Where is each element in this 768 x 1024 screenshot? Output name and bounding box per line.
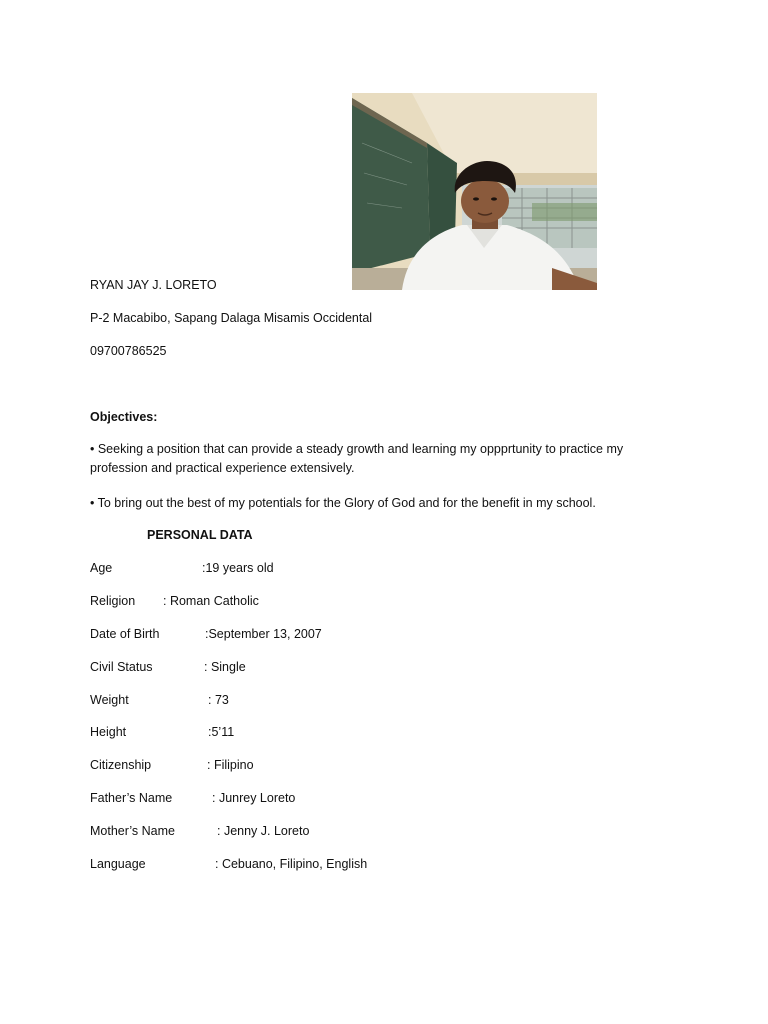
pd-label-height: Height	[90, 725, 127, 739]
objective-item: • To bring out the best of my potentials for the Glory of God and for the benefit in my school.	[90, 496, 596, 510]
pd-label-language: Language	[90, 857, 146, 871]
pd-value-mothers-name: : Jenny J. Loreto	[217, 824, 310, 838]
applicant-address: P-2 Macabibo, Sapang Dalaga Misamis Occidental	[90, 311, 373, 325]
pd-value-age: :19 years old	[202, 561, 274, 575]
pd-value-fathers-name: : Junrey Loreto	[212, 791, 296, 805]
pd-label-date-of-birth: Date of Birth	[90, 627, 160, 641]
pd-label-age: Age	[90, 561, 113, 575]
applicant-name: RYAN JAY J. LORETO	[90, 278, 217, 292]
pd-value-language: : Cebuano, Filipino, English	[215, 857, 368, 871]
pd-label-weight: Weight	[90, 693, 129, 707]
pd-value-height: :5’11	[208, 725, 235, 739]
profile-photo	[352, 93, 597, 290]
applicant-phone: 09700786525	[90, 344, 167, 358]
pd-label-mothers-name: Mother’s Name	[90, 824, 175, 838]
pd-label-civil-status: Civil Status	[90, 660, 153, 674]
pd-value-date-of-birth: :September 13, 2007	[205, 627, 322, 641]
pd-label-citizenship: Citizenship	[90, 758, 152, 772]
pd-value-civil-status: : Single	[204, 660, 246, 674]
personal-data-heading: PERSONAL DATA	[147, 528, 253, 542]
pd-value-citizenship: : Filipino	[207, 758, 254, 772]
objectives-heading: Objectives:	[90, 410, 158, 424]
pd-value-religion: : Roman Catholic	[163, 594, 259, 608]
pd-value-weight: : 73	[208, 693, 229, 707]
pd-label-fathers-name: Father’s Name	[90, 791, 173, 805]
objective-item: • Seeking a position that can provide a steady growth and learning my oppprtunity to practice my profession and practical experience extensively.	[90, 442, 624, 475]
pd-label-religion: Religion	[90, 594, 136, 608]
